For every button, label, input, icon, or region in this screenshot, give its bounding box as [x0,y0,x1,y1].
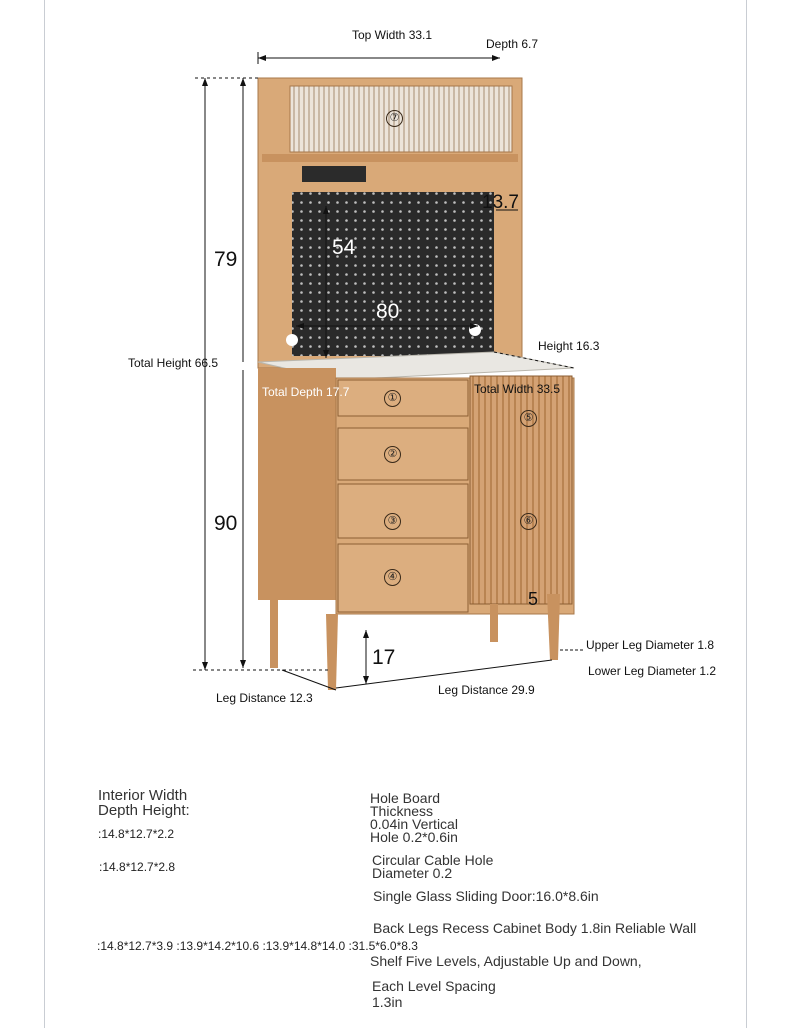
total-depth-label: Total Depth 17.7 [262,385,350,399]
pegboard-width-label: 80 [376,300,400,323]
back-legs-spec: Back Legs Recess Cabinet Body 1.8in Reliable Wall [373,920,697,936]
callout-5: ⑤ [520,410,537,427]
shelf-spec-line-3: 1.3in [372,994,403,1010]
callout-6: ⑥ [520,513,537,530]
callout-4: ④ [384,569,401,586]
power-strip [302,166,366,182]
top-depth-label: Depth 6.7 [486,37,539,51]
leg-back-right [490,604,498,642]
upper-leg-diameter-label: Upper Leg Diameter 1.8 [586,638,715,652]
total-height-label: Total Height 66.5 [128,356,219,370]
callout-2: ② [384,446,401,463]
interior-size-row-1: :14.8*12.7*2.2 [98,827,175,841]
leg-distance-front-label: Leg Distance 29.9 [438,683,535,697]
pegboard [292,192,494,356]
hole-board-line-2: Thickness [370,803,434,819]
side-depth-label: 13.7 [482,192,519,213]
cable-hole-line-1: Circular Cable Hole [372,852,494,868]
leg-distance-side-label: Leg Distance 12.3 [216,691,313,705]
cable-hole-left [286,334,298,346]
leg-gap-label: 5 [528,589,539,609]
drawer-3 [338,484,468,538]
drawer-4 [338,544,468,612]
drawer-1 [338,380,468,416]
cabinet-side [258,368,336,600]
callout-3: ③ [384,513,401,530]
interior-size-title-2: Depth Height: [98,802,190,819]
leg-front-right [547,594,560,660]
upper-height-label: 79 [214,248,238,271]
lower-height-label: 90 [214,512,238,535]
leg-height-label: 17 [372,646,396,669]
lower-leg-diameter-label: Lower Leg Diameter 1.2 [588,664,717,678]
callout-1: ① [384,390,401,407]
hole-board-line-1: Hole Board [370,790,441,806]
drawer-2 [338,428,468,480]
pegboard-height-label: 54 [332,236,356,259]
interior-size-row-3: :14.8*12.7*3.9 :13.9*14.2*10.6 :13.9*14.8*14.0 :31.5*6.0*8.3 [97,939,418,953]
callout-7: ⑦ [386,110,403,127]
leg-back-left [270,598,278,668]
hole-board-line-3: 0.04in Vertical [370,816,458,832]
top-width-label: Top Width 33.1 [352,28,433,42]
glass-door-spec: Single Glass Sliding Door:16.0*8.6in [373,888,599,904]
interior-size-title-1: Interior Width [98,787,188,804]
shelf-spec-line-2: Each Level Spacing [372,978,496,994]
hutch-shelf [262,154,518,162]
leg-front-left [326,614,338,690]
fluted-door [470,376,572,604]
hole-board-line-4: Hole 0.2*0.6in [370,829,458,845]
interior-size-row-2: :14.8*12.7*2.8 [99,860,176,874]
counter-height-label: Height 16.3 [538,339,600,353]
shelf-spec-line-1: Shelf Five Levels, Adjustable Up and Down, [370,953,642,969]
cable-hole-line-2: Diameter 0.2 [372,865,453,881]
total-width-label: Total Width 33.5 [474,382,561,396]
